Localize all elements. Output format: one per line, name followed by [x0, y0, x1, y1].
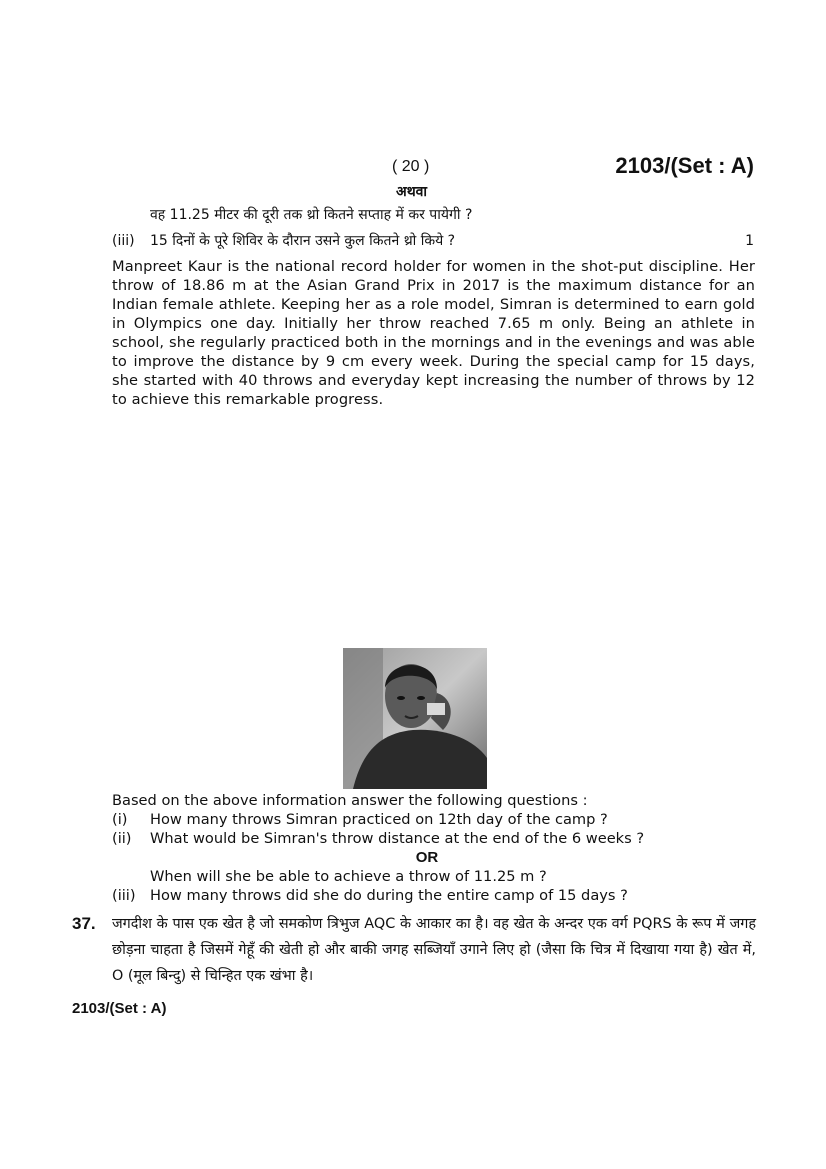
question-text: 15 दिनों के पूरे शिविर के दौरान उसने कुल कितने थ्रो किये ? [150, 233, 456, 249]
questions-intro: Based on the above information answer the following questions : [112, 792, 588, 809]
marks: 1 [745, 233, 754, 249]
athlete-photo [343, 648, 487, 789]
questions-block [112, 791, 762, 905]
hindi-question-iii [112, 232, 455, 251]
question-label: (ii) [112, 830, 132, 847]
question-label: (iii) [112, 233, 135, 249]
paper-code: 2103/(Set : A) [615, 153, 754, 178]
or-separator: OR [415, 849, 439, 866]
question-ii-alt [112, 867, 762, 886]
question-text: How many throws did she do during the entire camp of 15 days ? [150, 887, 628, 904]
question-label: (iii) [112, 887, 136, 904]
footer-paper-code: 2103/(Set : A) [72, 1000, 167, 1017]
question-text: जगदीश के पास एक खेत है जो समकोण त्रिभुज AQC के आकार का है। वह खेत के अन्दर एक वर्ग PQRS के रूप में जगह छोड़ना चाहता है जिसमें गेहूँ की खेती हो और बाकी जगह सब्जियाँ उगाने लिए हो (जैसा कि चित्र में दिखाया गया है) खेत में, O (मूल बिन्दु) से चिन्हित एक खंभा है। [112, 916, 756, 984]
question-iii [112, 886, 762, 905]
question-number: 37. [72, 914, 96, 933]
question-text: When will she be able to achieve a throw of 11.25 m ? [150, 868, 547, 885]
hindi-alt-question: वह 11.25 मीटर की दूरी तक थ्रो कितने सप्ताह में कर पायेगी ? [150, 207, 473, 223]
question-text: How many throws Simran practiced on 12th day of the camp ? [150, 811, 608, 828]
question-label: (i) [112, 811, 128, 828]
page-number: ( 20 ) [392, 158, 430, 175]
hindi-or-heading: अथवा [396, 184, 428, 200]
case-study-passage: Manpreet Kaur is the national record holder for women in the shot-put discipline. Her throw of 18.86 m at the Asian Grand Prix in 2017 is the maximum distance for an Indian female athlete. Keeping her as a role model, Simran is determined to earn gold in Olympics one day. Initially her throw reached 7.65 m only. Being an athlete in school, she regularly practiced both in the mornings and in the evenings and was able to improve the distance by 9 cm every week. During the special camp for 15 days, she started with 40 throws and everyday kept increasing the number of throws by 12 to achieve this remarkable progress. [112, 258, 755, 408]
question-ii [112, 829, 762, 848]
question-text: What would be Simran's throw distance at the end of the 6 weeks ? [150, 830, 645, 847]
question-i [112, 810, 762, 829]
question-37 [72, 911, 756, 989]
